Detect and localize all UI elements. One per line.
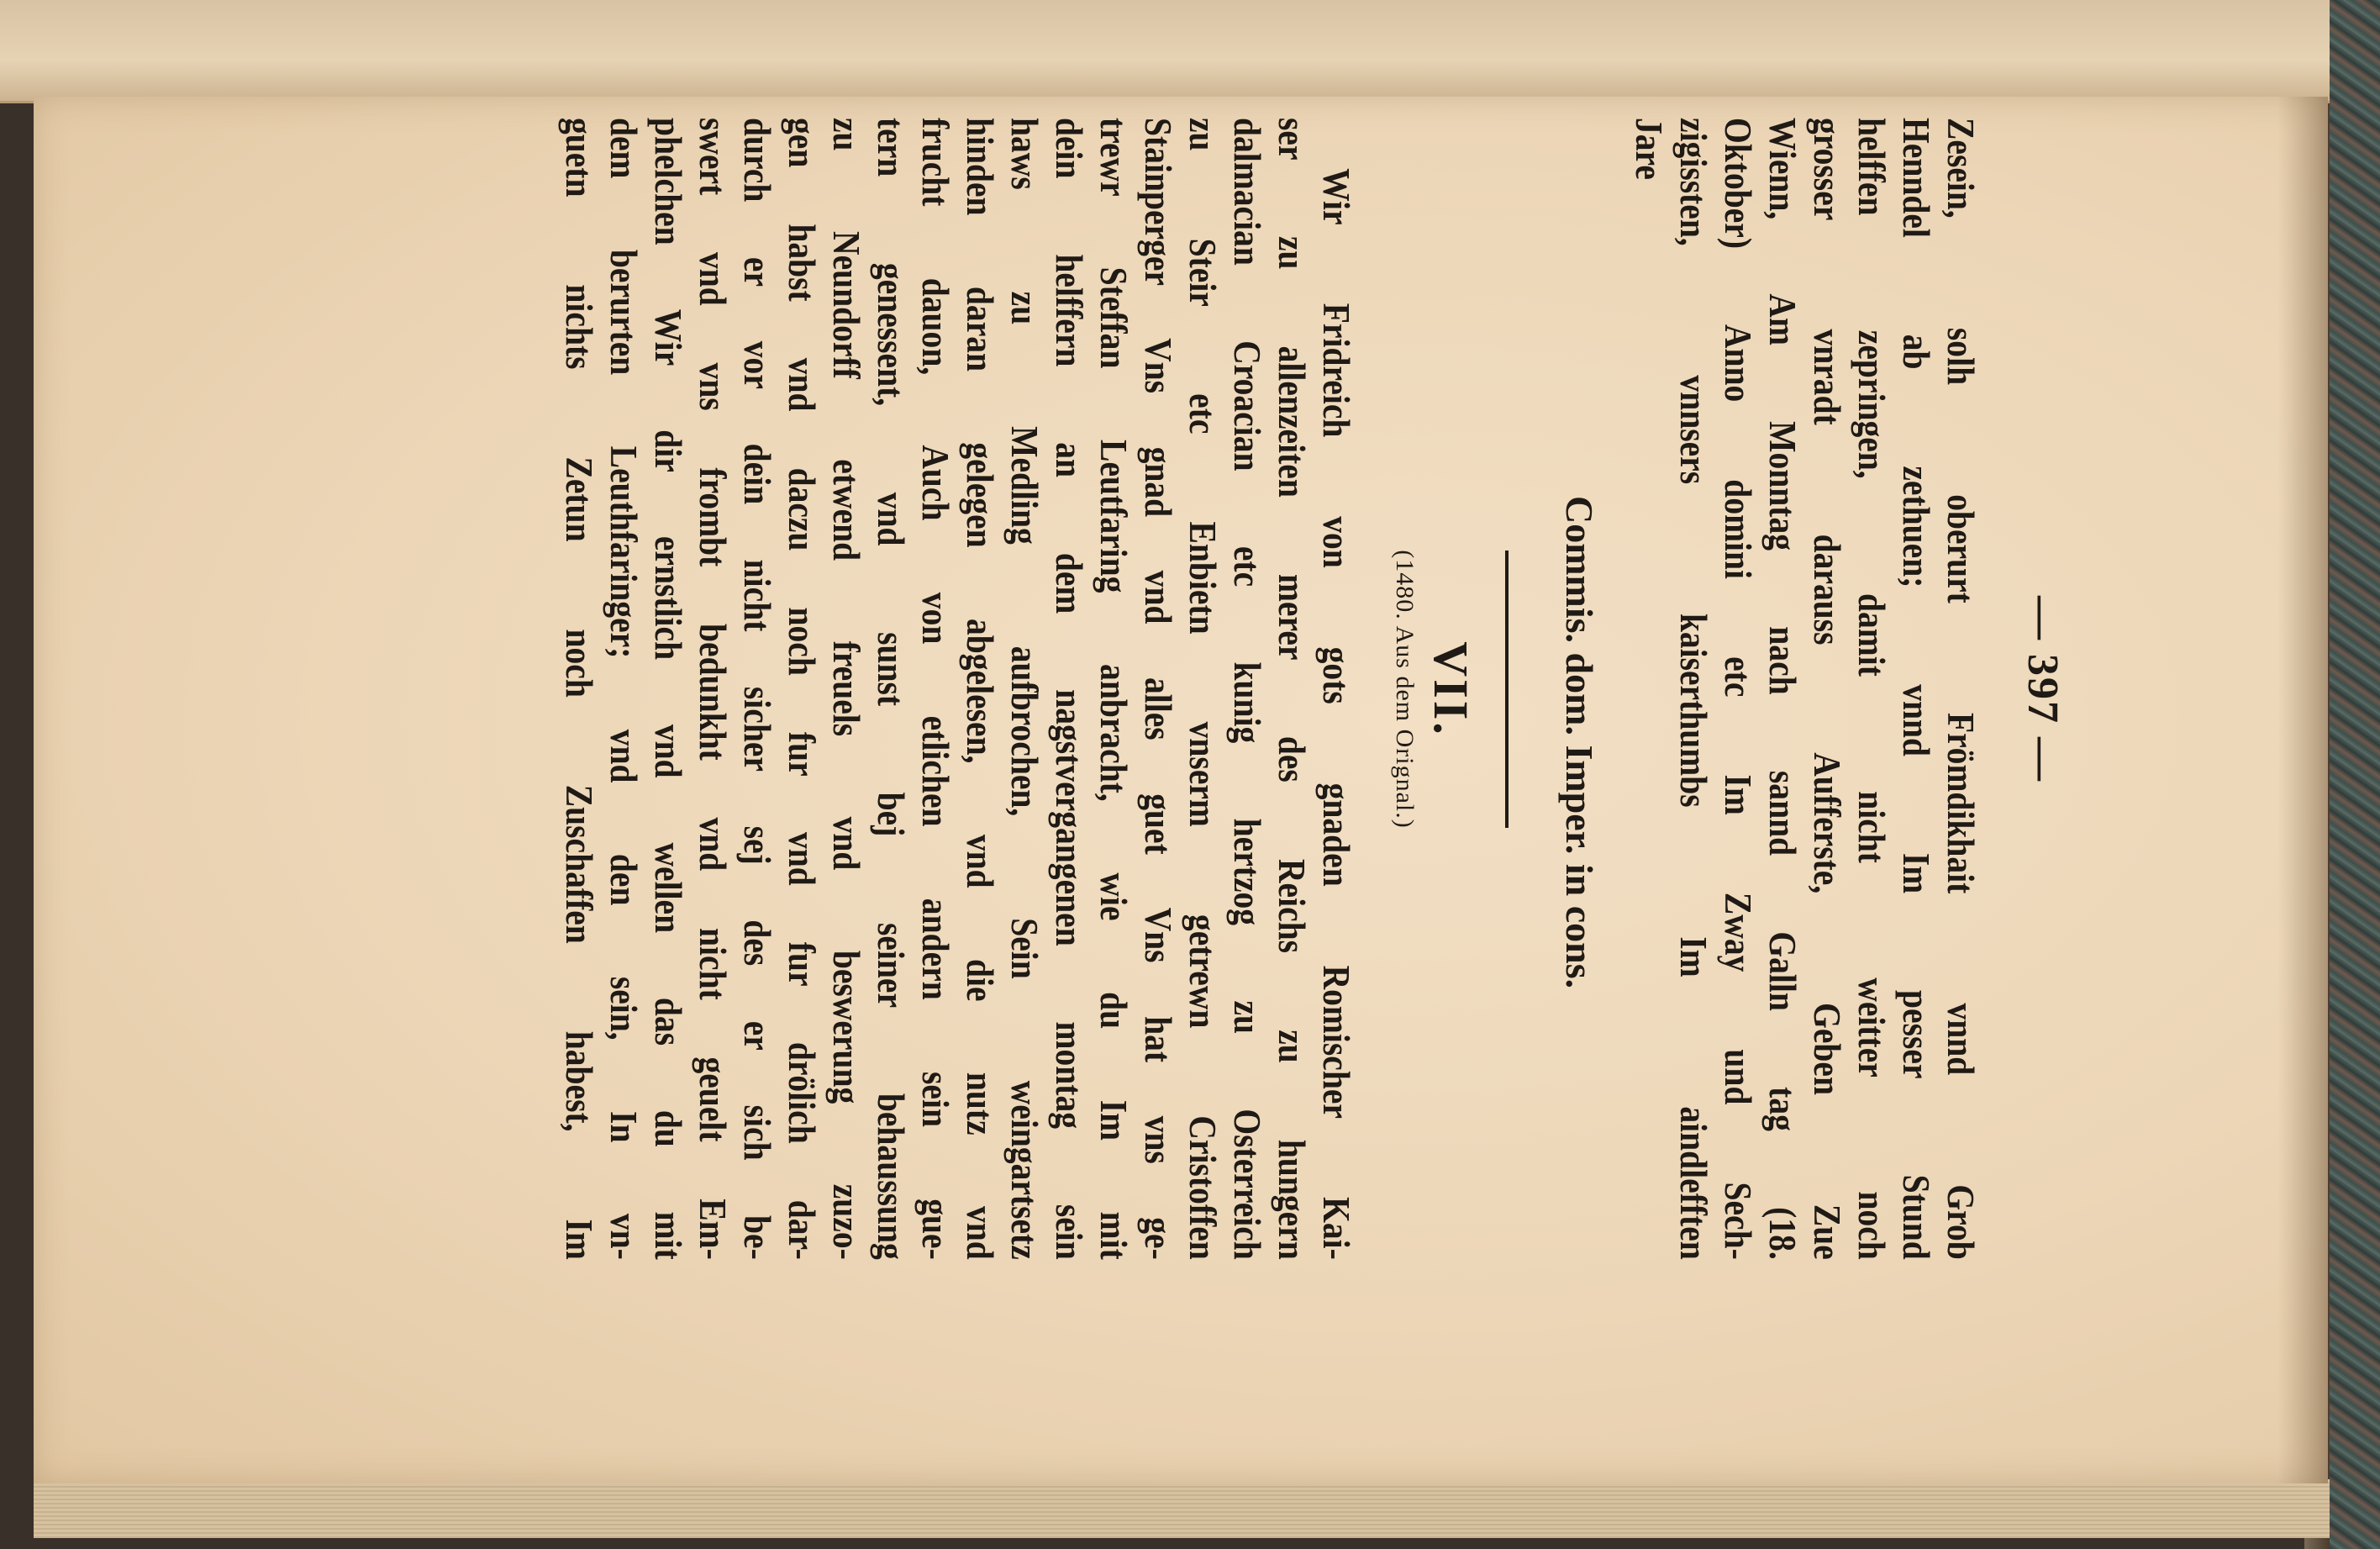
text-line: Wienn, Am Monntag nach sannd Galln tag (18.: [1761, 118, 1804, 1260]
text-line: zu Neundorff etwend freuels vnd beswerung zuzo-: [825, 118, 868, 1260]
section-divider: [1505, 551, 1509, 828]
text-line: zu Steir etc Enbietn vnserm getrewn Cristoffen: [1182, 118, 1224, 1260]
text-line: zigissten, vnnsers kaiserthumbs Im aindlefften: [1672, 118, 1715, 1260]
signature-line: Commis. dom. Imper. in cons.: [1558, 496, 1601, 989]
text-line: helffen zepringen, damit nicht weitter noch: [1851, 118, 1893, 1260]
text-line: tern genessent, vnd sunst bej seiner behaussung: [870, 118, 913, 1260]
text-line: trewr Steffan Leutfaring anbracht, wie du Im mit: [1093, 118, 1135, 1260]
text-line: Zesein, solh oberurt Frömdikhait vnnd Grob: [1940, 118, 1982, 1260]
text-line: Oktober) Anno domini etc Im Zway und Sech-: [1717, 118, 1760, 1260]
text-line: Wir Fridreich von gots gnaden Romischer Kai-: [1315, 168, 1358, 1260]
gutter-shadow: [2277, 97, 2328, 1483]
text-line: Henndel ab zethuen; vnnd Im pesser Stund: [1895, 118, 1938, 1260]
text-line: Stainperger Vns gnad vnd alles guet Vns hat vns ge-: [1137, 118, 1180, 1260]
source-note: (1480. Aus dem Orignal.): [1391, 550, 1419, 829]
page-stack-edges: [34, 1479, 2330, 1538]
text-line: guetn nichts Zetun noch Zuschaffen habest, Im: [558, 118, 601, 1260]
text-block: [557, 118, 1983, 1261]
rotated-page-content: [462, 118, 2067, 1261]
paragraph-1: [1627, 118, 1983, 1261]
text-line: gen habst vnd daczu noch fur vnd fur drölich dar-: [781, 118, 824, 1260]
text-line: grosser vnradt darauss Aufferste, Geben Zue: [1806, 118, 1849, 1260]
text-line: frucht dauon, Auch von etlichen andern sein gue-: [914, 118, 957, 1260]
text-line: haws zu Medling aufbrochen, Sein weingartsetz: [1003, 118, 1046, 1260]
page-number: — 397 —: [2019, 596, 2067, 782]
text-line: swert vnd vns frombt bedunkht vnd nicht geuelt Em-: [692, 118, 735, 1260]
text-line: ser zu allenzeiten merer des Reichs zu hungern: [1271, 118, 1314, 1260]
facing-page-edge: [0, 0, 2330, 103]
text-line: dem berurten Leuthfaringer; vnd den sein, In vn-: [603, 118, 645, 1260]
text-line: Jare: [1628, 118, 1671, 180]
text-line: phelchen Wir dir ernstlich vnd wellen das du mit: [647, 118, 690, 1260]
text-line: hinden daran gelegen abgelesen, vnd die nutz vnd: [959, 118, 1002, 1260]
text-line: dalmacian Croacian etc kunig hertzog zu Osterreich: [1226, 118, 1269, 1260]
section-heading: VII.: [1424, 641, 1478, 737]
text-line: durch er vor dein nicht sicher sej des er sich be-: [736, 118, 779, 1260]
paragraph-2: [557, 118, 1359, 1261]
text-line: dein helffern an dem nagstvergangenen montag sein: [1048, 118, 1091, 1260]
